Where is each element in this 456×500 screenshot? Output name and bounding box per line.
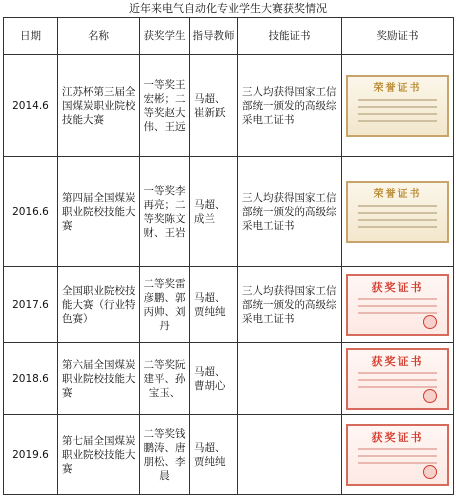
cell-students: 二等奖雷彦鹏、郭丙帅、刘丹	[140, 267, 190, 343]
certificate-image-title: 获奖证书	[371, 430, 424, 444]
cell-award-image	[342, 157, 454, 267]
cell-students: 二等奖钱鹏涛、唐朋松、李晨	[140, 415, 190, 495]
certificate-image	[346, 181, 449, 243]
cell-teachers: 马超、贾纯纯	[190, 415, 238, 495]
cell-teachers: 马超、贾纯纯	[190, 267, 238, 343]
cell-teachers: 马超、曹胡心	[190, 343, 238, 415]
document-title: 近年来电气自动化专业学生大赛获奖情况	[129, 2, 327, 15]
header-certificate: 技能证书	[238, 18, 342, 55]
header-name: 名称	[58, 18, 140, 55]
table-row	[4, 157, 454, 267]
cell-date: 2019.6	[4, 415, 58, 495]
table-row	[4, 415, 454, 495]
cell-award-image	[342, 55, 454, 157]
header-award-cert: 奖励证书	[342, 18, 454, 55]
cell-teachers: 马超、崔新跃	[190, 55, 238, 157]
cell-certificate	[238, 343, 342, 415]
awards-table	[3, 17, 454, 495]
header-date: 日期	[4, 18, 58, 55]
certificate-image-title: 荣誉证书	[373, 82, 422, 94]
cell-date: 2016.6	[4, 157, 58, 267]
cell-teachers: 马超、成兰	[190, 157, 238, 267]
certificate-image-title: 获奖证书	[371, 354, 424, 368]
table-header-row	[4, 18, 454, 55]
cell-students: 二等奖阮建平、孙宝玉、	[140, 343, 190, 415]
certificate-image	[346, 75, 449, 137]
cell-award-image	[342, 343, 454, 415]
cell-award-image	[342, 415, 454, 495]
seal-icon	[423, 389, 437, 403]
certificate-image	[346, 424, 449, 486]
cell-name: 江苏杯第三届全国煤炭职业院校技能大赛	[58, 55, 140, 157]
cell-certificate	[238, 415, 342, 495]
cell-date: 2017.6	[4, 267, 58, 343]
cell-name: 全国职业院校技能大赛（行业特色赛）	[58, 267, 140, 343]
table-row	[4, 267, 454, 343]
cell-certificate: 三人均获得国家工信部统一颁发的高级综采电工证书	[238, 55, 342, 157]
certificate-image-title: 荣誉证书	[373, 188, 422, 200]
header-teachers: 指导教师	[190, 18, 238, 55]
header-students: 获奖学生	[140, 18, 190, 55]
cell-name: 第六届全国煤炭职业院校技能大赛	[58, 343, 140, 415]
table-row	[4, 343, 454, 415]
certificate-image-title: 获奖证书	[371, 280, 424, 294]
certificate-image	[346, 274, 449, 336]
seal-icon	[423, 315, 437, 329]
cell-name: 第四届全国煤炭职业院校技能大赛	[58, 157, 140, 267]
cell-date: 2014.6	[4, 55, 58, 157]
cell-award-image	[342, 267, 454, 343]
cell-certificate: 三人均获得国家工信部统一颁发的高级综采电工证书	[238, 267, 342, 343]
cell-name: 第七届全国煤炭职业院校技能大赛	[58, 415, 140, 495]
cell-students: 一等奖李再亮；二等奖陈文财、王岩	[140, 157, 190, 267]
cell-date: 2018.6	[4, 343, 58, 415]
cell-certificate: 三人均获得国家工信部统一颁发的高级综采电工证书	[238, 157, 342, 267]
cell-students: 一等奖王宏彬；二等奖赵大伟、王远	[140, 55, 190, 157]
certificate-image	[346, 348, 449, 410]
seal-icon	[423, 465, 437, 479]
table-row	[4, 55, 454, 157]
